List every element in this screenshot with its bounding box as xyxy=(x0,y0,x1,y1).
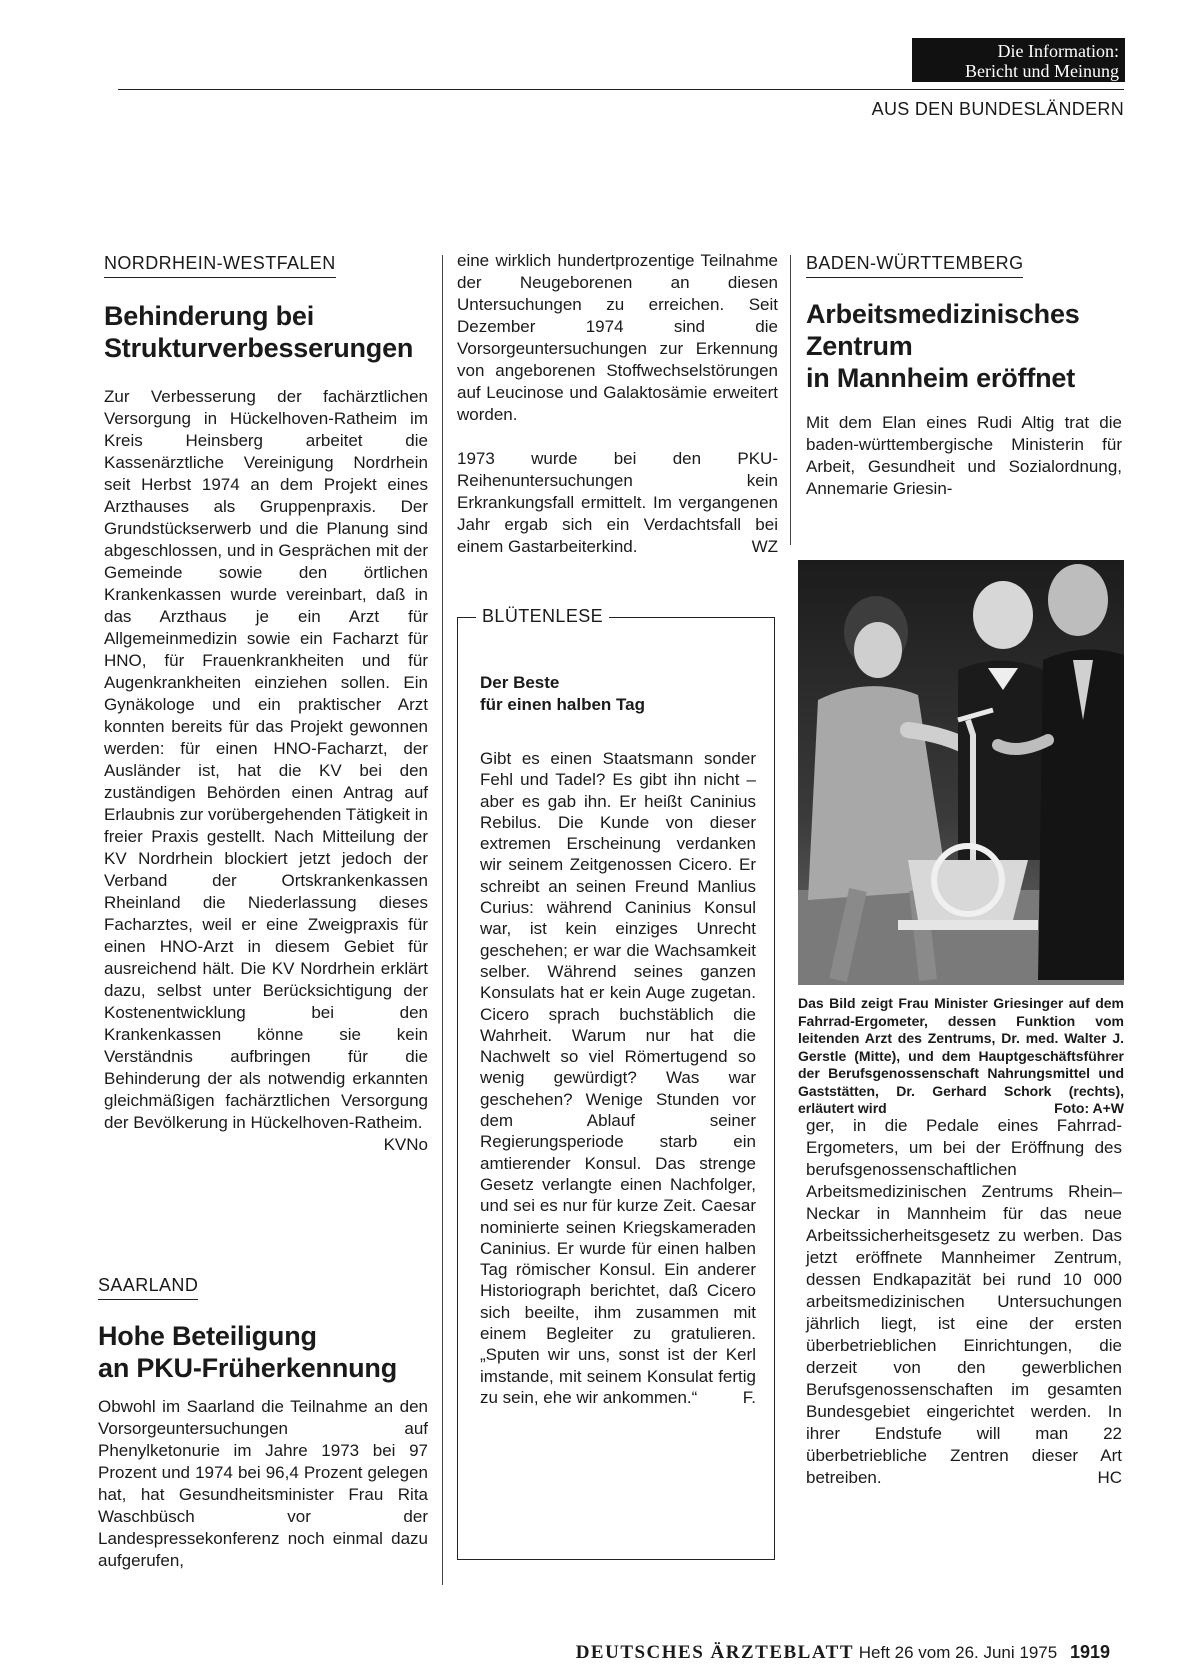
saarland-kicker: SAARLAND xyxy=(98,1275,198,1300)
bluetenlese-signature: F. xyxy=(742,1387,756,1407)
bluetenlese-box xyxy=(457,606,775,1560)
bw-body-top: Mit dem Elan eines Rudi Altig trat die baden-württembergische Ministerin für Arbeit, Gesundheit und Sozialordnung, Annemarie Griesin- xyxy=(806,413,1122,498)
page-number: 1919 xyxy=(1069,1642,1110,1662)
bw-signature: HC xyxy=(1097,1468,1122,1487)
column-rule-1 xyxy=(442,255,443,1585)
header-rule xyxy=(118,89,1124,90)
bw-headline xyxy=(806,298,1122,394)
ergometer-photo xyxy=(798,560,1124,985)
photo-credit: Foto: A+W xyxy=(1054,1100,1124,1116)
footer-brand: DEUTSCHES ÄRZTEBLATT xyxy=(575,1642,855,1663)
bw-kicker: BADEN-WÜRTTEMBERG xyxy=(806,253,1023,278)
bw-body-bottom-text: ger, in die Pedale eines Fahrrad-Ergometers, um bei der Eröffnung des berufsgenossenschaftlichen Arbeitsmedizinischen Zentrums Rhein–Neckar in Mannheim für das neue Arbeitssicherheitsgesetz zu werben. Das jetzt eröffnete Mannheimer Zentrum, dessen Endkapazität bei rund 10 000 arbeitsmedizinischen Untersuchungen jährlich liegt, ist eine der ersten überbetrieblichen Einrichtungen, die derzeit von den gewerblichen Berufsgenossenschaften im gesamten Bundesgebiet eingerichtet werden. In ihrer Endstufe will man 22 überbetriebliche Zentren dieser Art betreiben. xyxy=(806,1116,1122,1487)
bluetenlese-title-line1: Der Beste xyxy=(480,673,560,692)
saarland-body-col2-p2-text: 1973 wurde bei den PKU-Reihenuntersuchungen kein Erkrankungsfall ermittelt. Im vergangenen Jahr ergab sich ein Verdachtsfall bei einem Gastarbeiterkind. xyxy=(457,449,778,556)
photo-caption xyxy=(798,995,1124,1118)
column-rule-2 xyxy=(790,255,791,545)
saarland-headline xyxy=(98,1320,428,1384)
nrw-body xyxy=(104,386,428,1154)
nrw-headline-line2: Strukturverbesserungen xyxy=(104,333,414,363)
page-footer xyxy=(490,1642,1110,1664)
ergometer-photo-illustration xyxy=(798,560,1124,985)
rubric-badge xyxy=(912,38,1125,82)
bluetenlese-title xyxy=(480,672,760,716)
rubric-badge-line1: Die Information: xyxy=(997,41,1119,61)
bw-headline-line3: in Mannheim eröffnet xyxy=(806,363,1076,393)
saarland-headline-line2: an PKU-Früherkennung xyxy=(98,1353,398,1383)
saarland-headline-line1: Hohe Beteiligung xyxy=(98,1321,317,1351)
saarland-article xyxy=(98,1275,428,1572)
bluetenlese-title-line2: für einen halben Tag xyxy=(480,695,645,714)
bw-continuation xyxy=(806,1115,1122,1489)
saarland-continuation xyxy=(457,250,778,558)
saarland-body-col1: Obwohl im Saarland die Teilnahme an den Vorsorgeuntersuchungen auf Phenylketonurie im Jahre 1973 bei 97 Prozent und 1974 bei 96,4 Prozent gelegen hat, hat Gesundheitsminister Frau Rita Waschbüsch vor der Landespressekonferenz noch einmal dazu aufgerufen, xyxy=(98,1397,428,1570)
nrw-headline xyxy=(104,300,428,364)
bw-article xyxy=(806,253,1122,500)
nrw-kicker: NORDRHEIN-WESTFALEN xyxy=(104,253,336,278)
nrw-body-text: Zur Verbesserung der fachärztlichen Versorgung in Hückelhoven-Ratheim im Kreis Heinsberg arbeitet die Kassenärztliche Vereinigung Nordrhein seit Herbst 1974 an dem Projekt eines Arzthauses als Gruppenpraxis. Der Grundstückserwerb und die Planung sind abgeschlossen, und in Gesprächen mit der Gemeinde sowie den örtlichen Krankenkassen wurde vereinbart, daß in das Arzthaus je ein Arzt für Allgemeinmedizin sowie ein Facharzt für HNO, für Frauenkrankheiten und für Augenkrankheiten einziehen sollen. Ein Gynäkologe und ein praktischer Arzt konnten bereits für das Projekt gewonnen werden: für einen HNO-Facharzt, der Ausländer ist, hat die KV bei den zuständigen Behörden einen Antrag auf Erlaubnis zur vorübergehenden Tätigkeit in freier Praxis gestellt. Nach Mitteilung der KV Nordrhein blockiert jetzt jedoch der Verband der Ortskrankenkassen Rheinland die Niederlassung dieses Facharztes, weil er eine Zweigpraxis für einen HNO-Arzt in diesem Gebiet für ausreichend hält. Die KV Nordrhein erklärt dazu, selbst unter Berücksichtigung der Kostenentwicklung bei den Krankenkassen könne sie kein Verständnis aufbringen für die Behinderung der als notwendig erkannten gleichmäßigen fachärztlichen Versorgung der Bevölkerung in Hückelhoven-Ratheim. xyxy=(104,387,428,1132)
footer-issue: Heft 26 vom 26. Juni 1975 xyxy=(858,1643,1058,1662)
saarland-body-col2-p1: eine wirklich hundertprozentige Teilnahme der Neugeborenen an diesen Untersuchungen zu erreichen. Seit Dezember 1974 sind die Vorsorgeuntersuchungen zur Erkennung von angeborenen Stoffwechselstörungen auf Leucinose und Galaktosämie erweitert worden. xyxy=(457,251,778,424)
nrw-signature: KVNo xyxy=(383,1135,428,1154)
bw-headline-line1: Arbeitsmedizinisches xyxy=(806,299,1080,329)
saarland-body-col2-p2 xyxy=(457,448,778,558)
bw-headline-line2: Zentrum xyxy=(806,331,913,361)
bluetenlese-body-text: Gibt es einen Staatsmann sonder Fehl und Tadel? Es gibt ihn nicht – aber es gab ihn. Er heißt Caninius Rebilus. Die Kunde von dieser extremen Erscheinung verdanken wir seinem Zeitgenossen Cicero. Er schreibt an seinen Freund Manlius Curius: während Caninius Konsul war, ist kein einziges Unrecht geschehen; er war die Wachsamkeit selber. Während seines ganzen Konsulats hat er kein Auge zugetan. Cicero sprach buchstäblich die Wahrheit. Warum nur hat die Nachwelt so viel Römertugend so wenig gewürdigt? Was war geschehen? Wenige Stunden vor dem Ablauf seiner Regierungsperiode starb ein amtierender Konsul. Das strenge Gesetz verlangte einen Nachfolger, und sei es nur für kurze Zeit. Caesar nominierte seinen Kriegskameraden Caninius. Er wurde für einen halben Tag römischer Konsul. Ein anderer Historiograph berichtet, daß Cicero sich beeilte, ihm zusammen mit einem Begleiter zu gratulieren. „Sputen wir uns, sonst ist der Kerl imstande, mit seinem Konsulat fertig zu sein, ehe wir ankommen.“ xyxy=(480,749,756,1407)
bluetenlese-body xyxy=(480,748,756,1408)
rubric-badge-line2: Bericht und Meinung xyxy=(965,61,1119,81)
nrw-article xyxy=(98,253,428,1156)
photo-caption-text: Das Bild zeigt Frau Minister Griesinger auf dem Fahrrad-Ergometer, dessen Funktion vom leitenden Arzt des Zentrums, Dr. med. Walter J. Gerstle (Mitte), und dem Hauptgeschäftsführer der Berufsgenossenschaft Nahrungsmittel und Gaststätten, Dr. Gerhard Schork (rechts), erläutert wird xyxy=(798,995,1124,1116)
bluetenlese-kicker: BLÜTENLESE xyxy=(476,606,609,627)
nrw-headline-line1: Behinderung bei xyxy=(104,301,315,331)
section-label: AUS DEN BUNDESLÄNDERN xyxy=(871,99,1124,119)
saarland-signature: WZ xyxy=(751,537,778,556)
bw-body-bottom xyxy=(806,1115,1122,1489)
